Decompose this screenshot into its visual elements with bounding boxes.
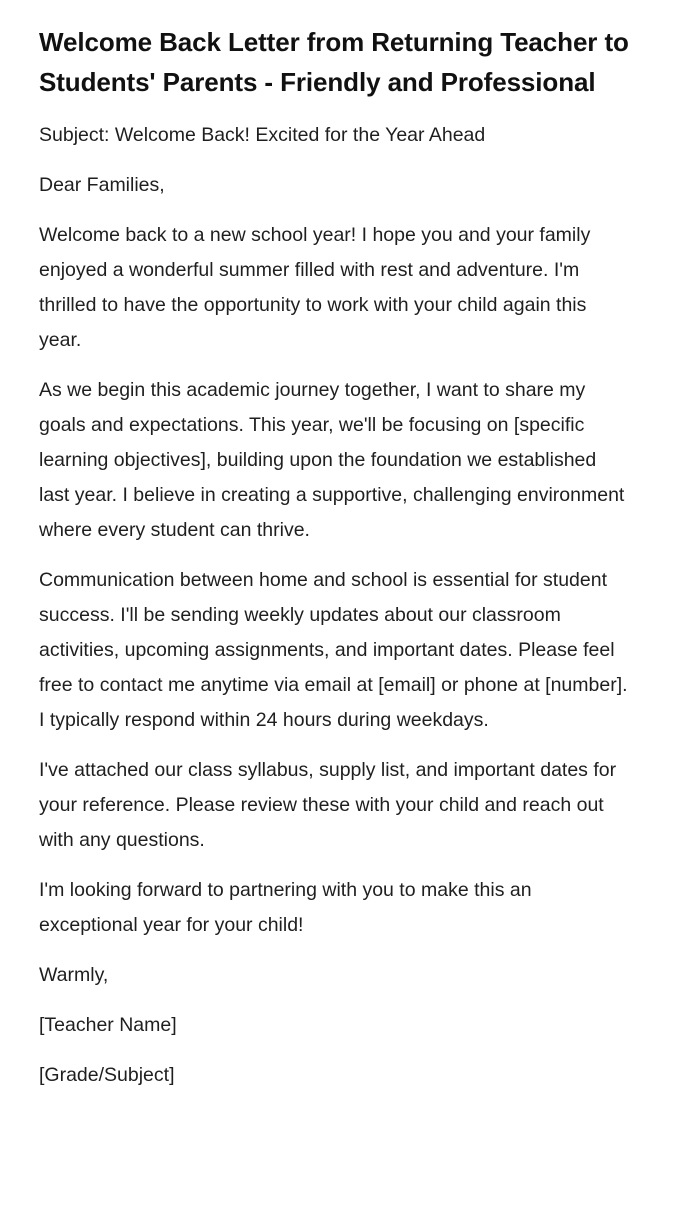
salutation: Dear Families,	[39, 174, 165, 196]
letter-body	[39, 118, 661, 1093]
letter-paragraph: As we begin this academic journey together, I want to share my goals and expectations. This year, we'll be focusing on [specific learning objectives], building upon the foundation we established last year. I believe in creating a supportive, challenging environment where every student can thrive.	[39, 379, 625, 541]
signature-name: [Teacher Name]	[39, 1014, 177, 1036]
signature-role: [Grade/Subject]	[39, 1064, 175, 1086]
letter-paragraph: I've attached our class syllabus, supply list, and important dates for your reference. Please review these with your child and reach out with any questions.	[39, 759, 617, 851]
letter-paragraph: Communication between home and school is essential for student success. I'll be sending weekly updates about our classroom activities, upcoming assignments, and important dates. Please feel free to contact me anytime via email at [email] or phone at [number]. I typically respond within 24 hours during weekdays.	[39, 569, 628, 731]
letter-paragraph: I'm looking forward to partnering with you to make this an exceptional year for your child!	[39, 879, 532, 936]
page-title: Welcome Back Letter from Returning Teacher to Students' Parents - Friendly and Professional	[39, 27, 629, 97]
letter-paragraph: Welcome back to a new school year! I hope you and your family enjoyed a wonderful summer filled with rest and adventure. I'm thrilled to have the opportunity to work with your child again this year.	[39, 224, 591, 351]
subject-line: Subject: Welcome Back! Excited for the Year Ahead	[39, 124, 486, 146]
closing-line: Warmly,	[39, 964, 109, 986]
